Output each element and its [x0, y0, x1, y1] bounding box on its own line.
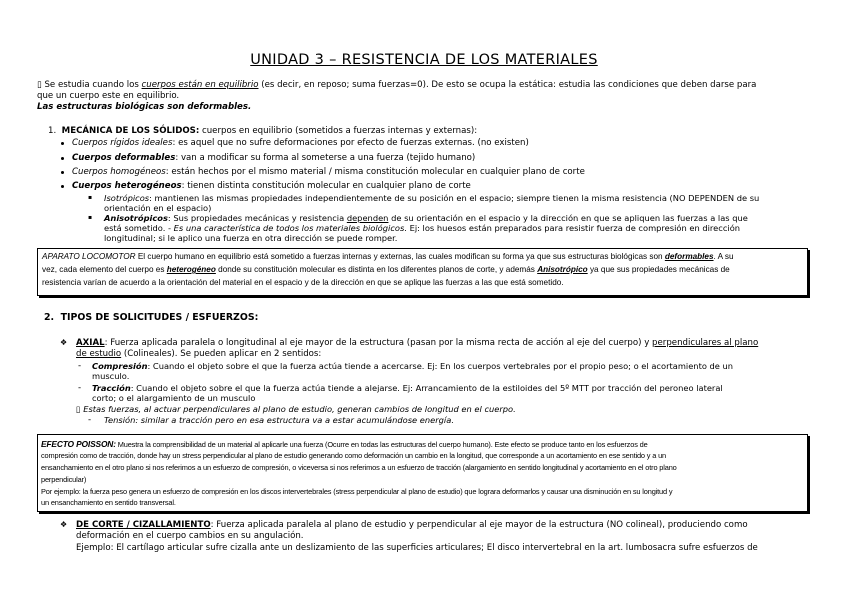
list-item-continued: orientación en el espacio): [104, 203, 212, 213]
list-item: Isotrópicos: mantienen las mismas propiedades independientemente de su posición en el espacio; siempre tienen la misma resistencia (NO DEPENDEN de su: [104, 193, 760, 203]
box-line: Por ejemplo: la fuerza peso genera un esfuerzo de compresión en los discos intervertebrales (stress perpendicular al plano de estudio) que lograra deformarlos y causar una disminución en su longitud y: [41, 487, 673, 496]
bullet-dot-icon: [61, 142, 64, 145]
bullet-icon: ▯: [37, 80, 42, 90]
corte-line-1: DE CORTE / CIZALLAMIENTO: Fuerza aplicada paralela al plano de estudio y perpendicular al eje mayor de la estructura (NO colineal), produciendo como: [76, 520, 748, 530]
diamond-bullet-icon: ❖: [60, 338, 68, 347]
axial-line-2: de estudio (Colineales). Se pueden aplicar en 2 sentidos:: [76, 349, 322, 359]
axial-line-1: AXIAL: Fuerza aplicada paralela o longitudinal al eje mayor de la estructura (pasan por la misma recta de acción al eje del cuerpo) y perpendiculares al plano: [76, 338, 759, 348]
list-item: Cuerpos homogéneos: están hechos por el mismo material / misma constitución molecular en cualquier plano de corte: [72, 167, 585, 177]
list-item: Cuerpos rígidos ideales: es aquel que no sufre deformaciones por efecto de fuerzas externas. (no existen): [72, 138, 529, 148]
list-item-continued: corto; o el alargamiento de un musculo: [92, 393, 256, 403]
section-1-heading: 1. MECÁNICA DE LOS SÓLIDOS: cuerpos en equilibrio (sometidos a fuerzas internas y externas):: [48, 126, 478, 136]
box-line: EFECTO POISSON: Muestra la comprensibilidad de un material al aplicarle una fuerza (Ocurre en todas las estructuras del cuerpo humano). Este efecto se produce tanto en los esfuerzos de: [41, 439, 648, 449]
box-line: ensanchamiento en el otro plano si nos referimos a un esfuerzo de compresión, o viceversa si nos referimos a un esfuerzo de tracción (alargamiento en sentido longitudinal y acortamiento en el otro plano: [41, 463, 677, 472]
list-item: Cuerpos heterogéneos: tienen distinta constitución molecular en cualquier plano de corte: [72, 181, 471, 191]
box-line: resistencia varían de acuerdo a la orientación del material en el espacio y de la dirección en que se aplique las fuerzas a las que está sometido.: [42, 278, 564, 287]
intro-line-1: ▯ Se estudia cuando los cuerpos están en equilibrio (es decir, en reposo; suma fuerzas=0). De esto se ocupa la estática: estudia las condiciones que deben darse para: [37, 80, 757, 90]
dash-bullet: -: [78, 383, 82, 393]
list-item-continued: musculo.: [92, 371, 130, 381]
bullet-dot-icon: [61, 157, 64, 160]
list-item: Anisotrópicos: Sus propiedades mecánicas y resistencia dependen de su orientación en el espacio y la dirección en que se apliquen las fuerzas a las que: [104, 213, 748, 223]
corte-line-3: Ejemplo: El cartílago articular sufre cizalla ante un deslizamiento de las superficies articulares; El disco intervertebral en la art. lumbosacra sufre esfuerzos de: [76, 543, 758, 553]
sub-bullet-icon: ▪: [88, 194, 93, 201]
list-item-continued: longitudinal; si le aplico una fuerza en otra dirección se puede romper.: [104, 233, 398, 243]
intro-line-3: Las estructuras biológicas son deformables.: [37, 102, 252, 112]
sub-bullet-icon: ▪: [88, 214, 93, 221]
box-line: APARATO LOCOMOTOR El cuerpo humano en equilibrio está sometido a fuerzas internas y externas, las cuales modifican su forma ya que sus estructuras biológicas son deformables. A su: [42, 252, 734, 261]
note-line: ▯ Estas fuerzas, al actuar perpendiculares al plano de estudio, generan cambios de longitud en el cuerpo.: [76, 404, 516, 414]
list-item-continued: está sometido. - Es una característica de todos los materiales biológicos. Ej: los huesos están preparados para resistir fuerza de compresión en dirección: [104, 223, 741, 233]
corte-line-2: deformación en el cuerpo cambios en su angulación.: [76, 531, 304, 541]
section-2-heading: 2. TIPOS DE SOLICITUDES / ESFUERZOS:: [44, 312, 259, 323]
diamond-bullet-icon: ❖: [60, 520, 68, 529]
intro-line-2: que un cuerpo este en equilibrio.: [37, 91, 180, 101]
box-line: vez, cada elemento del cuerpo es heterogéneo donde su constitución molecular es distinta en los diferentes planos de corte, y además Anisotrópico ya que sus propiedades mecánicas de: [42, 265, 730, 274]
dash-bullet: -: [88, 415, 92, 425]
dash-bullet: -: [78, 361, 82, 371]
box-line: un ensanchamiento en sentido transversal.: [41, 498, 176, 507]
tension-line: Tensión: similar a tracción pero en esa estructura va a estar acumulándose energía.: [104, 415, 454, 425]
list-item: Tracción: Cuando el objeto sobre el que la fuerza actúa tiende a alejarse. Ej: Arrancamiento de la estiloides del 5º MTT por tracción del peroneo lateral: [92, 383, 723, 393]
box-line: perpendicular): [41, 475, 87, 484]
bullet-dot-icon: [61, 185, 64, 188]
bullet-dot-icon: [61, 171, 64, 174]
page-title: UNIDAD 3 – RESISTENCIA DE LOS MATERIALES: [250, 52, 598, 68]
list-item: Compresión: Cuando el objeto sobre el que la fuerza actúa tiende a acercarse. Ej: En los cuerpos vertebrales por el propio peso; o el acortamiento de un: [92, 361, 734, 371]
box-line: compresión como de tracción, donde hay un stress perpendicular al plano de estudio generando como deformación un cambio en la longitud, que corresponde a un acortamiento en ese sentido y a un: [41, 451, 667, 460]
list-item: Cuerpos deformables: van a modificar su forma al someterse a una fuerza (tejido humano): [72, 153, 476, 163]
